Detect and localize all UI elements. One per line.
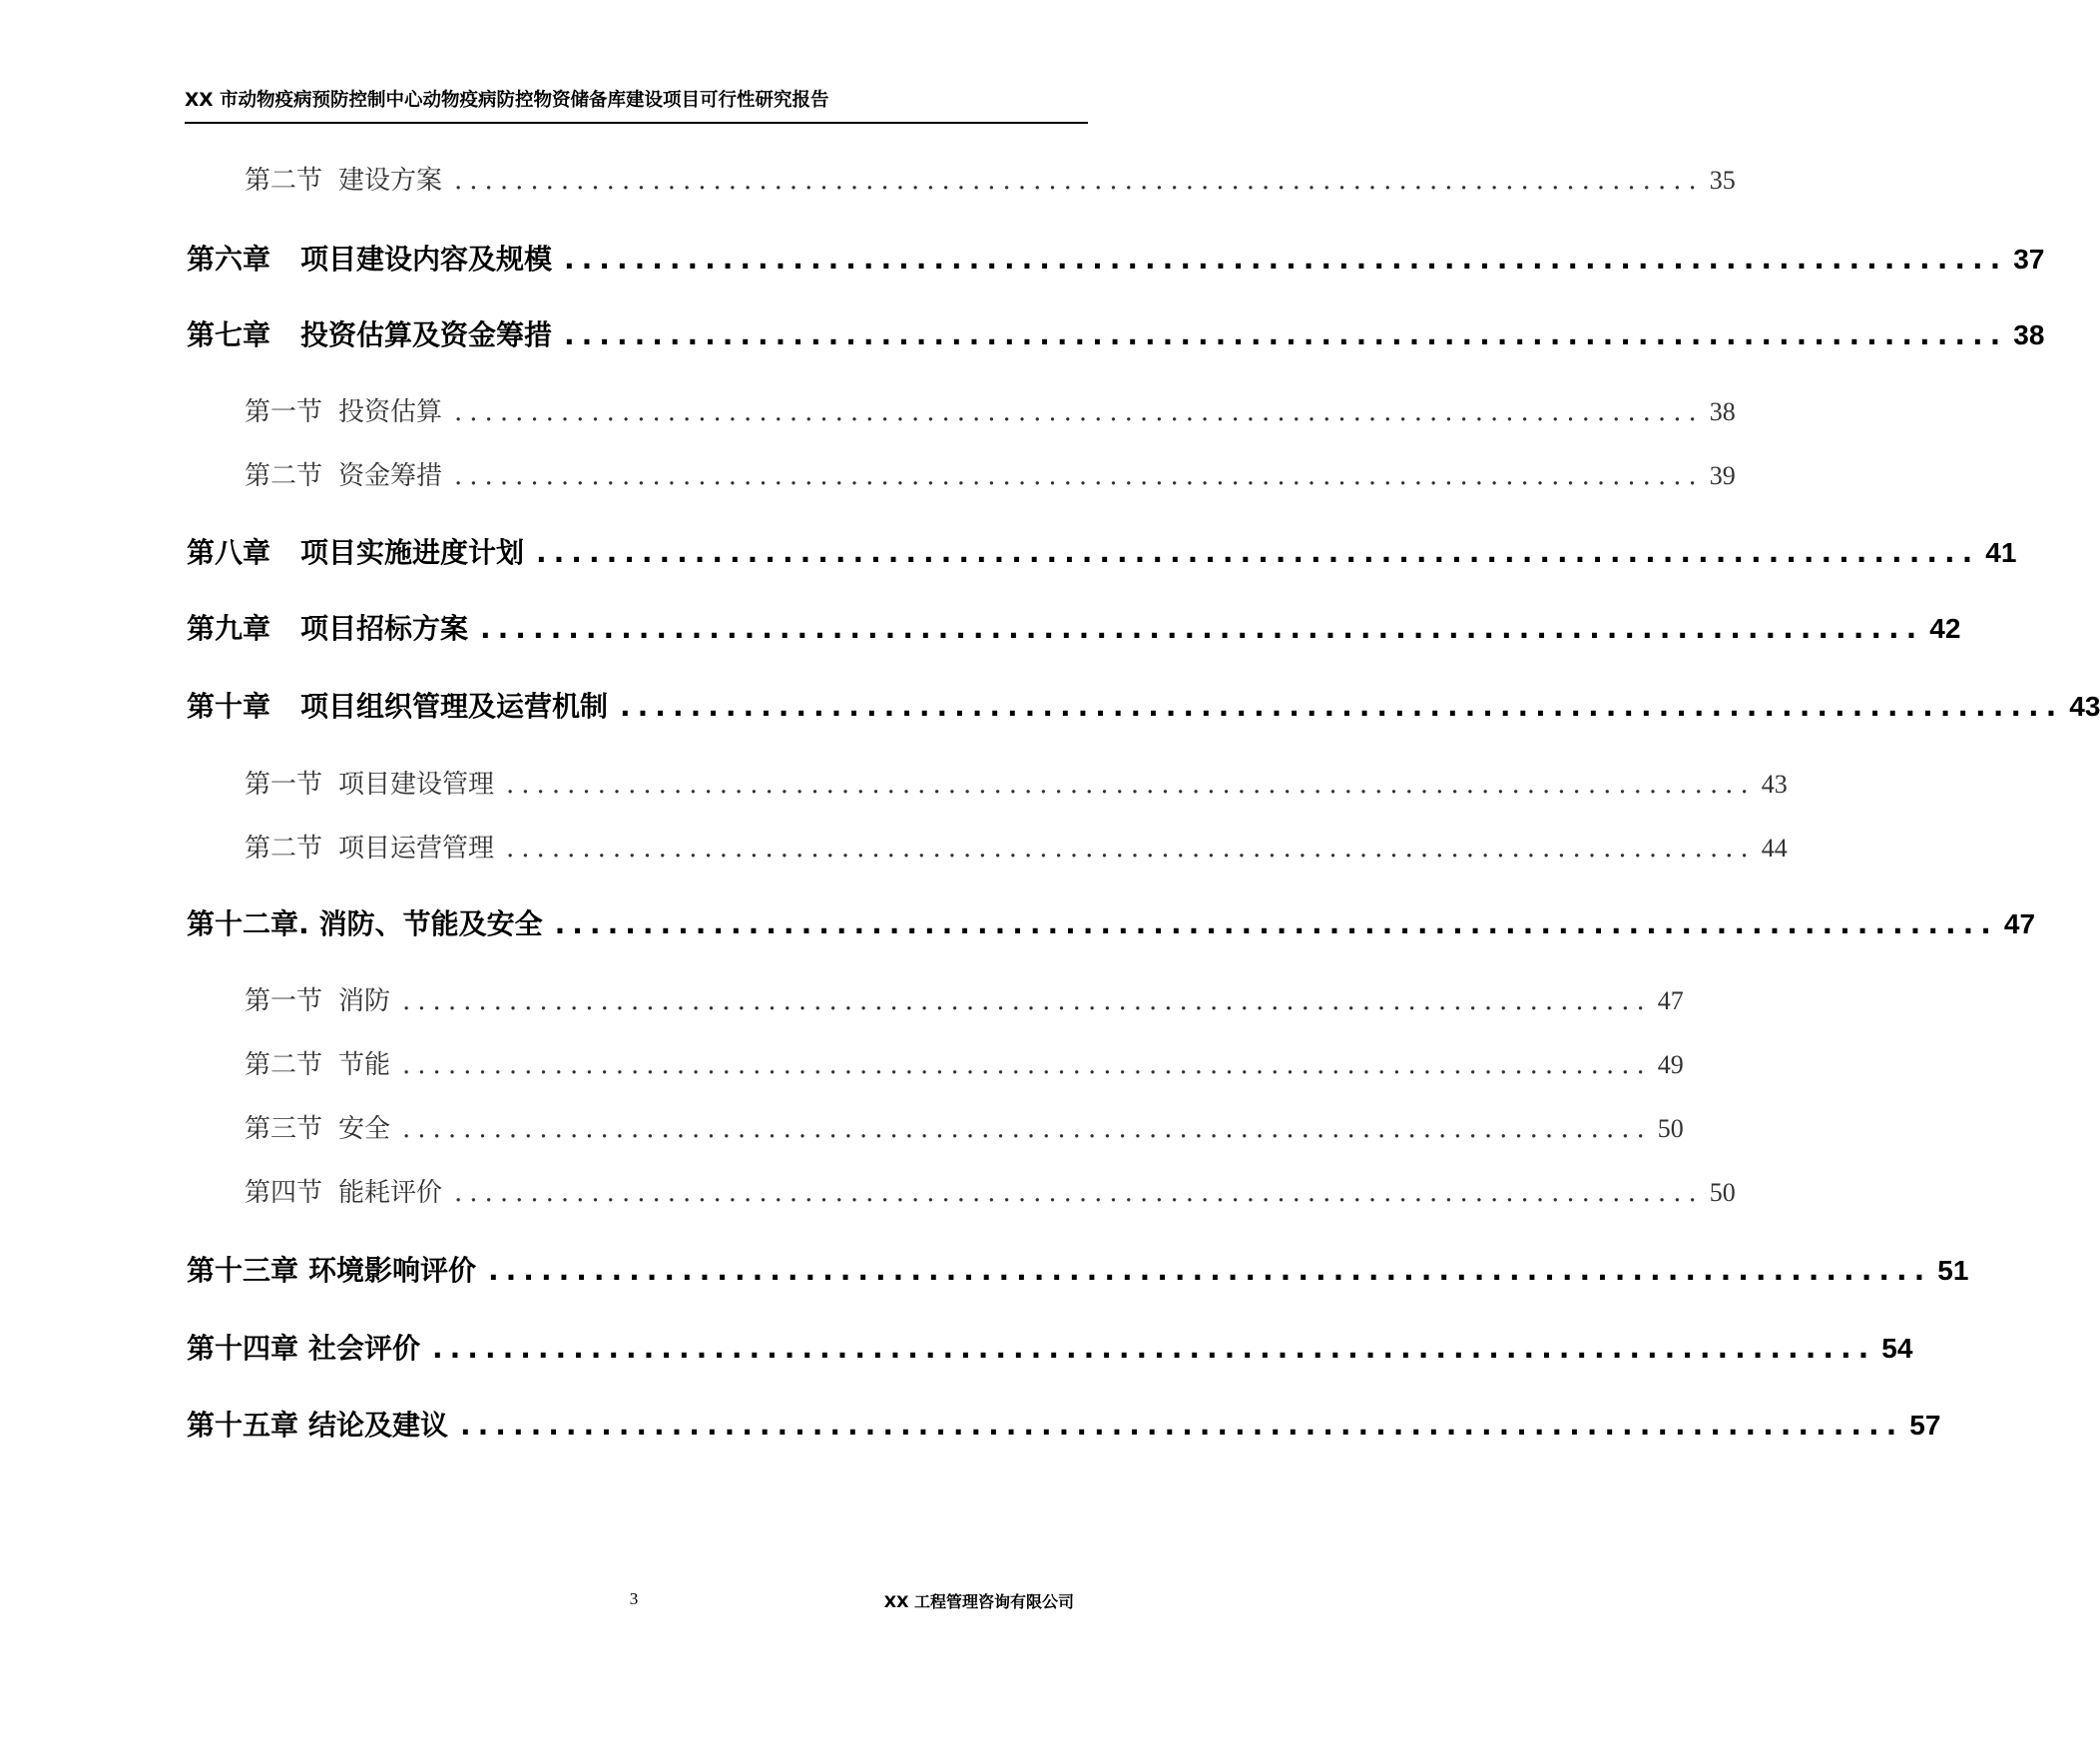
toc-entry-number: 第九章 [187, 612, 271, 645]
toc-entry-number: 第十三章 [187, 1254, 299, 1287]
toc-entry-title: 结论及建议 [308, 1409, 449, 1442]
toc-entry-number: 第二节 [245, 461, 323, 491]
toc-entry-page: 38 [1709, 397, 1736, 426]
toc-dot-leader: .................................................................................. [454, 397, 1704, 427]
toc-entry-page: 47 [1657, 986, 1684, 1015]
toc-entry-number: 第四节 [245, 1178, 323, 1208]
toc-entry-section[interactable] [245, 162, 1736, 200]
toc-entry-title: 资金筹措 [338, 461, 443, 491]
toc-entry-section[interactable] [245, 1046, 1684, 1084]
toc-entry-title: 社会评价 [308, 1332, 421, 1365]
toc-entry-chapter[interactable] [187, 687, 2100, 727]
toc-entry-section[interactable] [245, 393, 1736, 431]
toc-entry-page: 35 [1709, 166, 1736, 195]
toc-entry-number: 第一节 [245, 986, 323, 1016]
toc-entry-number: 第十五章 [187, 1409, 299, 1442]
toc-entry-number: 第七章 [187, 318, 271, 351]
toc-entry-section[interactable] [245, 830, 1788, 868]
toc-dot-leader: .................................................................................. [536, 536, 1980, 569]
toc-entry-chapter[interactable] [187, 315, 2045, 355]
toc-entry-page: 49 [1657, 1050, 1684, 1079]
toc-entry-page: 37 [2013, 244, 2045, 275]
toc-entry-chapter[interactable] [187, 1406, 1941, 1446]
toc-entry-page: 43 [2069, 691, 2100, 722]
toc-dot-leader: .................................................................................. [480, 612, 1924, 645]
toc-entry-number: 第三节 [245, 1114, 323, 1144]
toc-dot-leader: .................................................................................. [454, 166, 1704, 196]
toc-entry-number: 第二节 [245, 834, 323, 864]
toc-entry-title: 项目实施进度计划 [300, 536, 525, 569]
toc-entry-number: 第一节 [245, 770, 323, 800]
toc-entry-title: 节能 [338, 1050, 391, 1080]
toc-dot-leader: .................................................................................. [554, 907, 1998, 940]
toc-entry-section[interactable] [245, 1110, 1684, 1148]
toc-entry-title: 投资估算及资金筹措 [300, 318, 553, 351]
toc-entry-number: 第一节 [245, 397, 323, 427]
toc-entry-page: 50 [1657, 1114, 1684, 1143]
toc-entry-page: 41 [1985, 537, 2017, 568]
toc-entry-title: 消防 [338, 986, 391, 1016]
toc-entry-chapter[interactable] [187, 1251, 1969, 1291]
toc-dot-leader: .................................................................................. [402, 986, 1652, 1016]
toc-entry-page: 44 [1761, 834, 1788, 863]
toc-entry-chapter[interactable] [187, 1329, 1913, 1369]
toc-entry-page: 51 [1937, 1255, 1969, 1286]
toc-entry-title: 投资估算 [338, 397, 443, 427]
toc-dot-leader: .................................................................................. [506, 834, 1756, 864]
toc-entry-title: 项目建设管理 [338, 770, 495, 800]
toc-dot-leader: .................................................................................. [402, 1114, 1652, 1144]
toc-entry-number: 第六章 [187, 243, 271, 276]
toc-entry-page: 42 [1929, 613, 1961, 644]
toc-entry-chapter[interactable] [187, 533, 2017, 573]
toc-entry-number: 第二节 [245, 166, 323, 196]
toc-entry-title: 项目招标方案 [300, 612, 469, 645]
toc-entry-page: 47 [2003, 908, 2036, 939]
toc-entry-chapter[interactable] [187, 240, 2045, 280]
toc-entry-number: 第二节 [245, 1050, 323, 1080]
toc-entry-number: 第十章 [187, 690, 271, 723]
toc-dot-leader: .................................................................................. [454, 1178, 1704, 1208]
toc-entry-title: 项目建设内容及规模 [300, 243, 553, 276]
toc-entry-number: 第十四章 [187, 1332, 299, 1365]
toc-entry-number: 第八章 [187, 536, 271, 569]
toc-dot-leader: .................................................................................. [488, 1254, 1932, 1287]
toc-entry-title: 项目运营管理 [338, 834, 495, 864]
toc-dot-leader: .................................................................................. [454, 461, 1704, 491]
header-title: XX 市动物疫病预防控制中心动物疫病防控物资储备库建设项目可行性研究报告 [185, 90, 829, 111]
toc-dot-leader: .................................................................................. [402, 1050, 1652, 1080]
toc-entry-page: 50 [1709, 1178, 1736, 1207]
toc-entry-title: 建设方案 [338, 166, 443, 196]
toc-entry-page: 57 [1909, 1410, 1941, 1441]
toc-entry-section[interactable] [245, 1174, 1736, 1212]
toc-dot-leader: .................................................................................. [620, 690, 2064, 723]
toc-entry-title: 能耗评价 [338, 1178, 443, 1208]
toc-entry-number: 第十二章. [187, 907, 309, 940]
toc-entry-page: 38 [2013, 319, 2045, 350]
toc-entry-chapter[interactable] [187, 904, 2036, 944]
toc-entry-section[interactable] [245, 457, 1736, 495]
toc-dot-leader: .................................................................................. [564, 243, 2008, 276]
toc-entry-title: 消防、节能及安全 [318, 907, 543, 940]
toc-entry-section[interactable] [245, 982, 1684, 1020]
toc-entry-page: 39 [1709, 461, 1736, 490]
toc-entry-title: 项目组织管理及运营机制 [300, 690, 609, 723]
toc-entry-page: 54 [1881, 1333, 1913, 1364]
page-number: 3 [629, 1589, 639, 1608]
toc-dot-leader: .................................................................................. [506, 770, 1756, 800]
toc-dot-leader: .................................................................................. [564, 318, 2008, 351]
toc-dot-leader: .................................................................................. [432, 1332, 1876, 1365]
footer-company-name: XX 工程管理咨询有限公司 [883, 1592, 1074, 1611]
toc-entry-page: 43 [1761, 770, 1788, 799]
page-header [185, 88, 1088, 124]
toc-entry-title: 安全 [338, 1114, 391, 1144]
toc-entry-chapter[interactable] [187, 609, 1961, 649]
toc-entry-title: 环境影响评价 [308, 1254, 477, 1287]
toc-dot-leader: .................................................................................. [460, 1409, 1904, 1442]
toc-entry-section[interactable] [245, 766, 1788, 804]
